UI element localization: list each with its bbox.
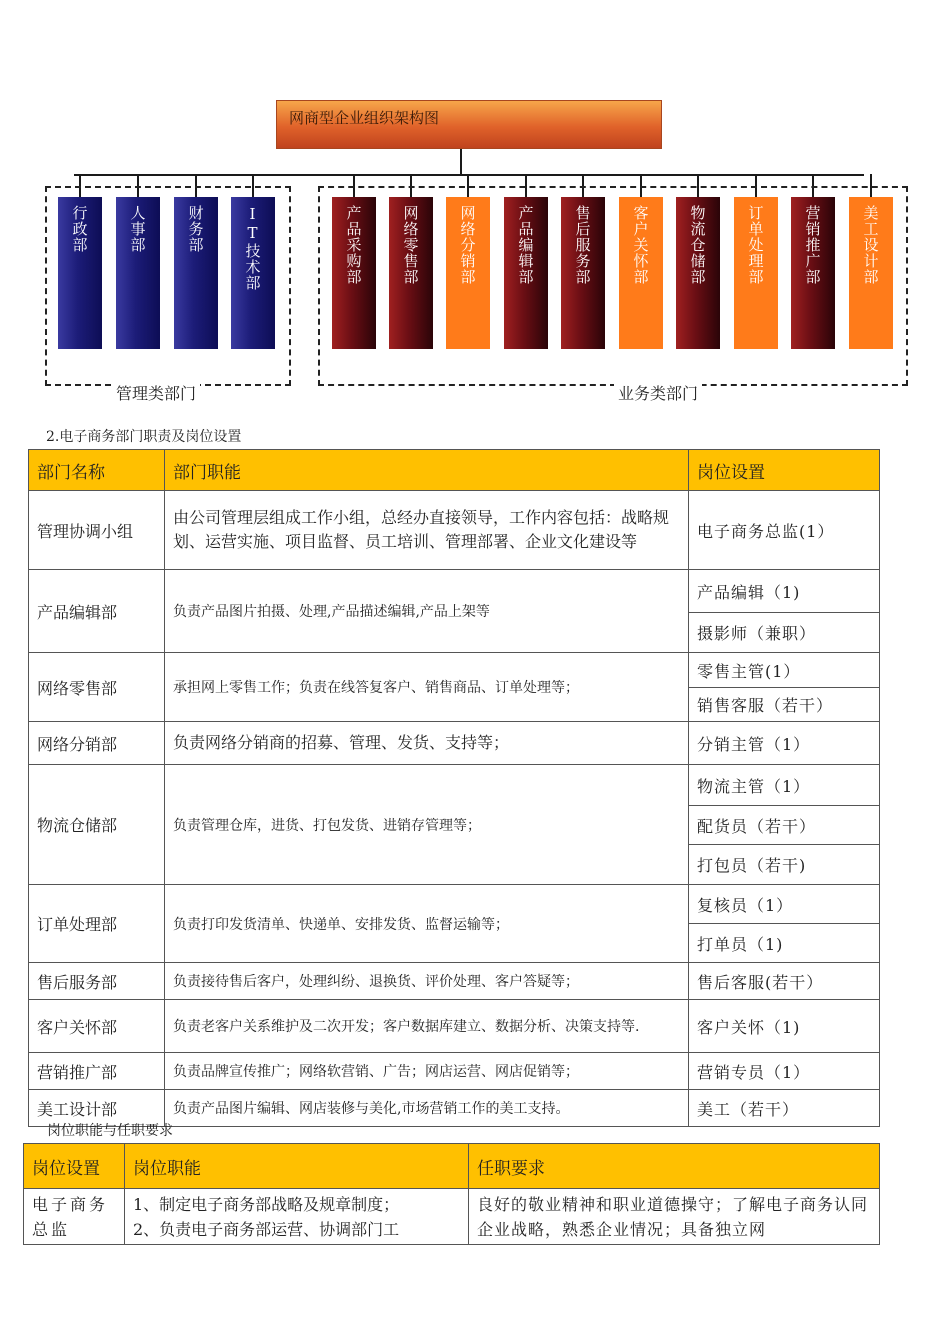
dept-box — [791, 197, 835, 349]
table-row — [29, 1053, 880, 1090]
position-cell: 电子商务总监(1） — [689, 491, 880, 570]
dept-box-label: 财务部 — [186, 205, 205, 253]
job-table-title: 岗位职能与任职要求 — [47, 1123, 173, 1139]
table-row — [29, 570, 880, 613]
job-requirements: 良好的敬业精神和职业道德操守；了解电子商务认同企业战略，熟悉企业情况；具备独立网 — [469, 1189, 880, 1245]
org-chart-title: 网商型企业组织架构图 — [276, 100, 662, 149]
header-positions: 岗位设置 — [689, 450, 880, 491]
dept-box-label: 售后服务部 — [573, 205, 592, 285]
position-cell: 打单员（1) — [689, 924, 880, 963]
position-cell: 物流主管（1） — [689, 765, 880, 806]
table-row — [24, 1189, 880, 1245]
dept-box — [231, 197, 275, 349]
dept-box — [116, 197, 160, 349]
business-group-label: 业务类部门 — [614, 381, 702, 404]
dept-name-cell: 客户关怀部 — [29, 1000, 165, 1053]
dept-box — [332, 197, 376, 349]
dept-name-cell: 物流仓储部 — [29, 765, 165, 885]
position-cell: 配货员（若干） — [689, 806, 880, 845]
dept-box-label: 营销推广部 — [803, 205, 822, 285]
header-requirements: 任职要求 — [469, 1144, 880, 1189]
job-duty-line: 2、负责电子商务部运营、协调部门工 — [133, 1220, 400, 1239]
job-position: 电子商务总监 — [24, 1189, 125, 1245]
table-row — [29, 722, 880, 765]
dept-box — [849, 197, 893, 349]
header-dept-name: 部门名称 — [29, 450, 165, 491]
table-row — [29, 963, 880, 1000]
position-cell: 分销主管（1） — [689, 722, 880, 765]
dept-name-cell: 售后服务部 — [29, 963, 165, 1000]
dept-box — [676, 197, 720, 349]
dept-function-cell: 负责管理仓库，进货、打包发货、进销存管理等； — [165, 765, 689, 885]
table-row — [29, 653, 880, 688]
dept-box — [504, 197, 548, 349]
position-cell: 美工（若干） — [689, 1090, 880, 1127]
dept-name-cell: 管理协调小组 — [29, 491, 165, 570]
position-cell: 摄影师（兼职） — [689, 613, 880, 653]
dept-function-cell: 由公司管理层组成工作小组，总经办直接领导，工作内容包括：战略规划、运营实施、项目监督、员工培训、管理部署、企业文化建设等 — [165, 491, 689, 570]
dept-name-cell: 网络分销部 — [29, 722, 165, 765]
dept-box-label: 网络零售部 — [401, 205, 420, 285]
connector-root — [460, 149, 462, 175]
dept-box-label: 产品采购部 — [344, 205, 363, 285]
dept-function-cell: 承担网上零售工作；负责在线答复客户、销售商品、订单处理等； — [165, 653, 689, 722]
dept-name-cell: 产品编辑部 — [29, 570, 165, 653]
dept-name-cell: 网络零售部 — [29, 653, 165, 722]
job-duty-line: 1、制定电子商务部战略及规章制度； — [133, 1195, 400, 1214]
job-table — [23, 1143, 880, 1245]
connector-horizontal — [74, 174, 864, 176]
dept-name-cell: 订单处理部 — [29, 885, 165, 963]
header-position: 岗位设置 — [24, 1144, 125, 1189]
dept-box-label: 行政部 — [70, 205, 89, 253]
dept-function-cell: 负责网络分销商的招募、管理、发货、支持等； — [165, 722, 689, 765]
header-duties: 岗位职能 — [125, 1144, 469, 1189]
table-row — [29, 885, 880, 924]
dept-box-label: 物流仓储部 — [688, 205, 707, 285]
dept-function-cell: 负责产品图片编辑、网店装修与美化,市场营销工作的美工支持。 — [165, 1090, 689, 1127]
dept-box-label: IT技术部 — [243, 205, 262, 291]
dept-table — [28, 449, 880, 1127]
dept-function-cell: 负责品牌宣传推广；网络软营销、广告；网店运营、网店促销等； — [165, 1053, 689, 1090]
org-chart — [0, 0, 950, 420]
dept-box-label: 人事部 — [128, 205, 147, 253]
table-row — [29, 765, 880, 806]
dept-box — [734, 197, 778, 349]
dept-box-label: 网络分销部 — [458, 205, 477, 285]
position-cell: 客户关怀（1) — [689, 1000, 880, 1053]
dept-table-header — [29, 450, 880, 491]
dept-box — [561, 197, 605, 349]
dept-box — [58, 197, 102, 349]
dept-box — [446, 197, 490, 349]
dept-box — [174, 197, 218, 349]
dept-name-cell: 美工设计部 — [29, 1090, 165, 1127]
table-row — [29, 1000, 880, 1053]
dept-box-label: 订单处理部 — [746, 205, 765, 285]
position-cell: 销售客服（若干） — [689, 688, 880, 722]
position-cell: 售后客服(若干） — [689, 963, 880, 1000]
job-table-header — [24, 1144, 880, 1189]
dept-function-cell: 负责接待售后客户，处理纠纷、退换货、评价处理、客户答疑等； — [165, 963, 689, 1000]
position-cell: 产品编辑（1) — [689, 570, 880, 613]
dept-box-label: 美工设计部 — [861, 205, 880, 285]
dept-box-label: 产品编辑部 — [516, 205, 535, 285]
dept-function-cell: 负责老客户关系维护及二次开发；客户数据库建立、数据分析、决策支持等. — [165, 1000, 689, 1053]
dept-box — [389, 197, 433, 349]
position-cell: 零售主管(1） — [689, 653, 880, 688]
position-cell: 营销专员（1） — [689, 1053, 880, 1090]
dept-name-cell: 营销推广部 — [29, 1053, 165, 1090]
dept-box — [619, 197, 663, 349]
table-row — [29, 491, 880, 570]
position-cell: 复核员（1） — [689, 885, 880, 924]
dept-function-cell: 负责产品图片拍摄、处理,产品描述编辑,产品上架等 — [165, 570, 689, 653]
management-group-label: 管理类部门 — [112, 381, 200, 404]
job-duties — [125, 1189, 469, 1245]
position-cell: 打包员（若干) — [689, 845, 880, 885]
dept-table-title: 2.电子商务部门职责及岗位设置 — [46, 429, 242, 445]
header-dept-function: 部门职能 — [165, 450, 689, 491]
dept-box-label: 客户关怀部 — [631, 205, 650, 285]
dept-function-cell: 负责打印发货清单、快递单、安排发货、监督运输等； — [165, 885, 689, 963]
